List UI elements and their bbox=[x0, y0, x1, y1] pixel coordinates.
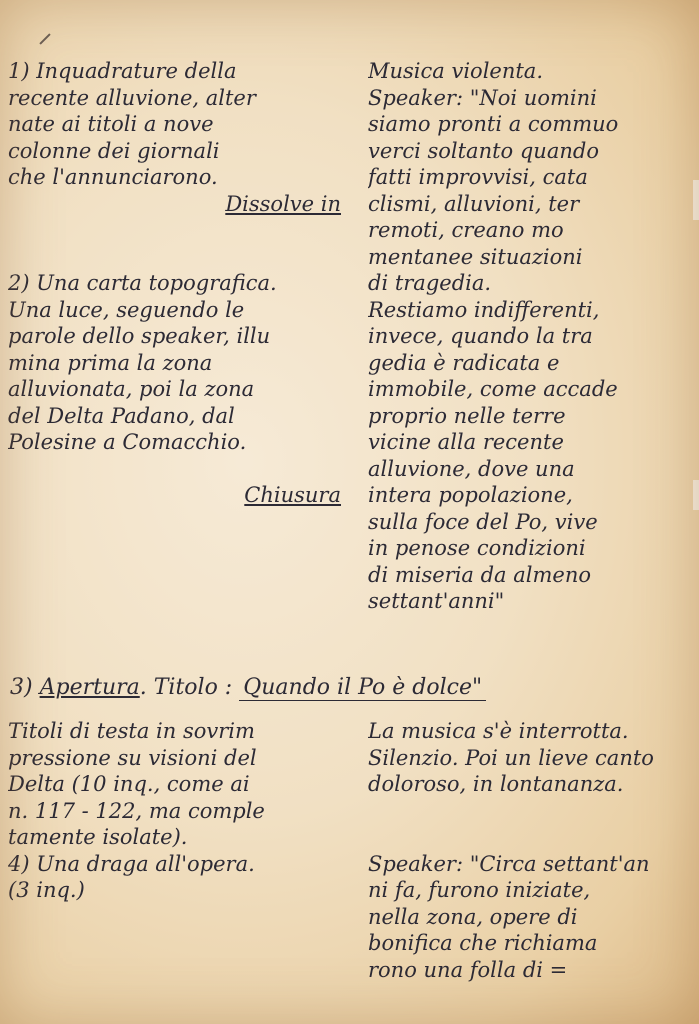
handwritten-line: del Delta Padano, dal bbox=[8, 403, 235, 428]
handwritten-line: Chiusura bbox=[244, 483, 341, 507]
handwritten-line: di tragedia. bbox=[368, 271, 492, 295]
handwritten-line: verci soltanto quando bbox=[368, 138, 599, 163]
handwritten-line: Polesine a Comacchio. bbox=[8, 430, 247, 454]
torn-edge bbox=[693, 180, 699, 220]
pencil-mark bbox=[39, 33, 50, 44]
handwritten-line: mina prima la zona bbox=[8, 350, 213, 375]
handwritten-line: siamo pronti a commuo bbox=[368, 112, 619, 136]
handwritten-line: remoti, creano mo bbox=[368, 218, 564, 242]
handwritten-line bbox=[8, 456, 353, 483]
handwritten-line: rono una folla di = bbox=[368, 957, 568, 982]
handwritten-line: di miseria da almeno bbox=[368, 562, 592, 587]
handwritten-line: vicine alla recente bbox=[368, 430, 564, 454]
handwritten-line: Speaker: "Circa settant'an bbox=[368, 851, 650, 876]
handwritten-line: in penose condizioni bbox=[368, 536, 586, 560]
handwritten-line: Delta (10 inq., come ai bbox=[8, 772, 250, 796]
handwritten-line: Musica violenta. bbox=[368, 59, 544, 83]
section-3-heading bbox=[10, 674, 690, 702]
film-title: Quando il Po è dolce" bbox=[239, 675, 486, 701]
lower-left-column bbox=[8, 718, 353, 904]
handwritten-line: alluvionata, poi la zona bbox=[8, 377, 255, 401]
handwritten-line: Una luce, seguendo le bbox=[8, 297, 245, 322]
handwritten-line: La musica s'è interrotta. bbox=[368, 719, 629, 743]
handwritten-line: (3 inq.) bbox=[8, 878, 85, 902]
handwritten-line bbox=[8, 217, 353, 244]
handwritten-line: sulla foce del Po, vive bbox=[368, 509, 598, 534]
handwritten-line: settant'anni" bbox=[368, 589, 505, 613]
handwritten-line: bonifica che richiama bbox=[368, 931, 598, 955]
handwritten-line: Restiamo indifferenti, bbox=[368, 297, 600, 322]
handwritten-line: parole dello speaker, illu bbox=[8, 324, 271, 348]
handwritten-line: tamente isolate). bbox=[8, 825, 188, 849]
handwritten-line bbox=[368, 824, 693, 851]
section-number: 3) bbox=[10, 675, 33, 700]
handwritten-line: n. 117 - 122, ma comple bbox=[8, 798, 265, 823]
handwritten-line: Silenzio. Poi un lieve canto bbox=[368, 745, 654, 770]
lower-right-column bbox=[368, 718, 693, 983]
handwritten-line bbox=[8, 244, 353, 271]
left-column bbox=[8, 58, 353, 509]
handwritten-line: nate ai titoli a nove bbox=[8, 112, 214, 136]
handwritten-line: recente alluvione, alter bbox=[8, 85, 256, 110]
section-label: Apertura bbox=[39, 675, 140, 700]
handwritten-line: che l'annunciarono. bbox=[8, 165, 218, 189]
handwritten-line: Titoli di testa in sovrim bbox=[8, 719, 255, 743]
handwritten-line: intera popolazione, bbox=[368, 483, 573, 507]
handwritten-line: colonne dei giornali bbox=[8, 138, 220, 163]
handwritten-line bbox=[368, 798, 693, 825]
handwritten-line: alluvione, dove una bbox=[368, 456, 575, 481]
handwritten-line: doloroso, in lontananza. bbox=[368, 772, 624, 796]
title-prefix: . Titolo : bbox=[139, 675, 233, 700]
handwritten-line: clismi, alluvioni, ter bbox=[368, 191, 580, 216]
handwritten-line: ni fa, furono iniziate, bbox=[368, 878, 591, 902]
handwritten-line: nella zona, opere di bbox=[368, 904, 578, 929]
torn-edge bbox=[693, 480, 699, 510]
handwritten-line: gedia è radicata e bbox=[368, 350, 560, 375]
handwritten-line: fatti improvvisi, cata bbox=[368, 165, 588, 189]
handwritten-line: pressione su visioni del bbox=[8, 745, 257, 770]
handwritten-line: proprio nelle terre bbox=[368, 403, 566, 428]
handwritten-line: mentanee situazioni bbox=[368, 244, 583, 269]
handwritten-line: 4) Una draga all'opera. bbox=[8, 851, 255, 876]
handwritten-line: Dissolve in bbox=[225, 191, 341, 216]
handwritten-line: 1) Inquadrature della bbox=[8, 59, 237, 83]
handwritten-line: immobile, come accade bbox=[368, 377, 618, 401]
right-column bbox=[368, 58, 693, 615]
handwritten-line: 2) Una carta topografica. bbox=[8, 271, 277, 295]
handwritten-line: Speaker: "Noi uomini bbox=[368, 85, 597, 110]
handwritten-line: invece, quando la tra bbox=[368, 324, 593, 348]
